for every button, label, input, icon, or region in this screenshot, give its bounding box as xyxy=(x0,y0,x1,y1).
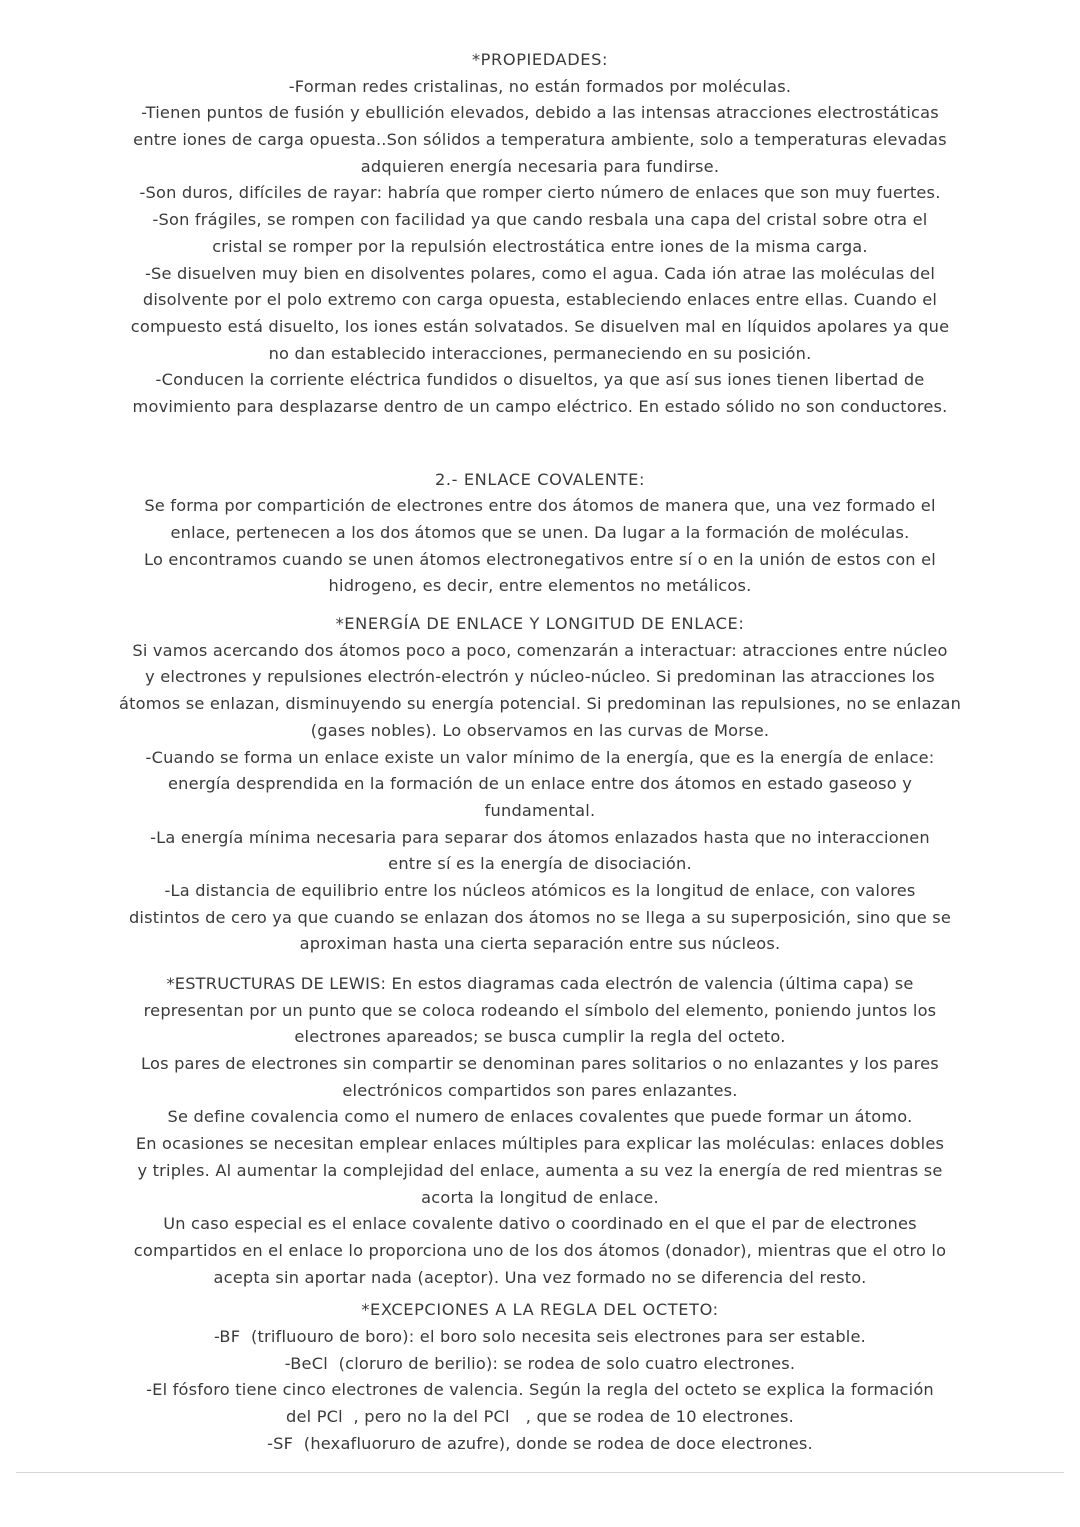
text-line: electrónicos compartidos son pares enlazantes. xyxy=(342,1080,738,1100)
text-line: movimiento para desplazarse dentro de un campo eléctrico. En estado sólido no son conductores. xyxy=(132,396,948,416)
text-line: compartidos en el enlace lo proporciona uno de los dos átomos (donador), mientras que el otro lo xyxy=(133,1240,947,1260)
text-line: hidrogeno, es decir, entre elementos no metálicos. xyxy=(328,576,752,596)
section-propiedades xyxy=(0,47,1080,421)
text-line: enlace, pertenecen a los dos átomos que se unen. Da lugar a la formación de moléculas. xyxy=(170,523,910,542)
text-line: adquieren energía necesaria para fundirse. xyxy=(360,156,720,176)
section-heading: *PROPIEDADES: xyxy=(471,50,609,69)
text-line: *ESTRUCTURAS DE LEWIS: En estos diagramas cada electrón de valencia (última capa) se xyxy=(166,974,914,993)
text-line: -Se disuelven muy bien en disolventes polares, como el agua. Cada ión atrae las moléculas del xyxy=(144,263,936,283)
text-line: -El fósforo tiene cinco electrones de valencia. Según la regla del octeto se explica la formación xyxy=(146,1380,934,1400)
text-line: y electrones y repulsiones electrón-electrón y núcleo-núcleo. Si predominan las atracciones los xyxy=(145,667,935,687)
text-line: electrones apareados; se busca cumplir la regla del octeto. xyxy=(294,1027,786,1047)
text-line: cristal se romper por la repulsión electrostática entre iones de la misma carga. xyxy=(212,236,868,256)
section-heading: 2.- ENLACE COVALENTE: xyxy=(434,469,646,489)
section-energia-enlace xyxy=(0,611,1080,958)
section-heading: *ENERGÍA DE ENLACE Y LONGITUD DE ENLACE: xyxy=(335,614,745,634)
text-line: del PCl , pero no la del PCl , que se rodea de 10 electrones. xyxy=(286,1407,794,1426)
text-line: átomos se enlazan, disminuyendo su energía potencial. Si predominan las repulsiones, no se enlazan xyxy=(118,694,962,714)
section-enlace-covalente xyxy=(0,467,1080,600)
text-line: -Cuando se forma un enlace existe un valor mínimo de la energía, que es la energía de enlace: xyxy=(145,747,935,767)
text-line: Los pares de electrones sin compartir se denominan pares solitarios o no enlazantes y los pares xyxy=(141,1054,939,1074)
text-line: -BeCl (cloruro de berilio): se rodea de solo cuatro electrones. xyxy=(284,1353,796,1373)
text-line: -Conducen la corriente eléctrica fundidos o disueltos, ya que así sus iones tienen libertad de xyxy=(155,370,925,390)
page-divider xyxy=(16,1472,1064,1473)
text-line: no dan establecido interacciones, permaneciendo en su posición. xyxy=(268,343,812,363)
text-line: fundamental. xyxy=(484,800,596,820)
text-line: -La distancia de equilibrio entre los núcleos atómicos es la longitud de enlace, con valores xyxy=(164,880,916,900)
section-heading: *EXCEPCIONES A LA REGLA DEL OCTETO: xyxy=(361,1300,719,1320)
text-line: energía desprendida en la formación de un enlace entre dos átomos en estado gaseoso y xyxy=(168,774,912,794)
text-line: (gases nobles). Lo observamos en las curvas de Morse. xyxy=(310,720,770,740)
text-line: Se define covalencia como el numero de enlaces covalentes que puede formar un átomo. xyxy=(167,1107,913,1127)
text-line: -SF (hexafluoruro de azufre), donde se rodea de doce electrones. xyxy=(267,1433,813,1453)
text-line: -Son duros, difíciles de rayar: habría que romper cierto número de enlaces que son muy fuertes. xyxy=(139,183,941,203)
section-estructuras-lewis xyxy=(0,971,1080,1291)
text-line: -Forman redes cristalinas, no están formados por moléculas. xyxy=(288,76,792,96)
text-line: aproximan hasta una cierta separación entre sus núcleos. xyxy=(299,934,781,954)
text-line: y triples. Al aumentar la complejidad del enlace, aumenta a su vez la energía de red mientras se xyxy=(137,1160,943,1180)
text-line: -BF (trifluouro de boro): el boro solo necesita seis electrones para ser estable. xyxy=(213,1326,867,1346)
text-line: -La energía mínima necesaria para separar dos átomos enlazados hasta que no interaccionen xyxy=(150,827,930,847)
text-line: acepta sin aportar nada (aceptor). Una vez formado no se diferencia del resto. xyxy=(213,1267,867,1287)
text-line: En ocasiones se necesitan emplear enlaces múltiples para explicar las moléculas: enlaces dobles xyxy=(135,1134,945,1154)
document-page xyxy=(0,47,1080,1457)
text-line: Si vamos acercando dos átomos poco a poco, comenzarán a interactuar: atracciones entre núcleo xyxy=(132,640,948,660)
text-line: Se forma por compartición de electrones entre dos átomos de manera que, una vez formado el xyxy=(144,496,936,516)
text-line: acorta la longitud de enlace. xyxy=(421,1187,659,1207)
text-line: -Son frágiles, se rompen con facilidad ya que cando resbala una capa del cristal sobre otra el xyxy=(152,210,928,230)
text-line: Un caso especial es el enlace covalente dativo o coordinado en el que el par de electrones xyxy=(163,1214,917,1234)
text-line: distintos de cero ya que cuando se enlazan dos átomos no se llega a su superposición, sino que se xyxy=(128,907,952,927)
text-line: disolvente por el polo extremo con carga opuesta, estableciendo enlaces entre ellas. Cuando el xyxy=(142,290,938,310)
text-line: entre iones de carga opuesta..Son sólidos a temperatura ambiente, solo a temperaturas elevadas xyxy=(133,130,947,150)
text-line: entre sí es la energía de disociación. xyxy=(388,854,692,874)
text-line: Lo encontramos cuando se unen átomos electronegativos entre sí o en la unión de estos con el xyxy=(144,549,936,569)
section-excepciones-octeto xyxy=(0,1297,1080,1457)
text-line: compuesto está disuelto, los iones están solvatados. Se disuelven mal en líquidos apolares ya que xyxy=(130,316,950,336)
text-line: -Tienen puntos de fusión y ebullición elevados, debido a las intensas atracciones electrostáticas xyxy=(141,103,939,123)
text-line: representan por un punto que se coloca rodeando el símbolo del elemento, poniendo juntos los xyxy=(143,1000,937,1020)
